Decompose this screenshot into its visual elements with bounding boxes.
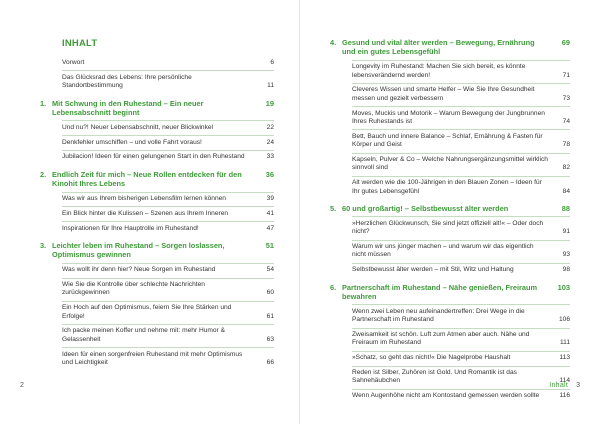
toc-entry <box>352 153 570 173</box>
toc-entry-title: Ein Hoch auf den Optimismus, feiern Sie Ihre Stärken und Erfolge! <box>62 304 232 320</box>
toc-entry-title: Denkfehler umschiffen – und volle Fahrt voraus! <box>62 138 202 146</box>
chapter-number: 6. <box>330 282 337 292</box>
toc-entry-page: 91 <box>562 228 570 236</box>
toc-entry-title: Kapseln, Pulver & Co – Welche Nahrungsergänzungsmittel wirklich sinnvoll sind <box>352 156 548 172</box>
toc-entry-title: Ich packe meinen Koffer und nehme mit: mehr Humor & Gelassenheit <box>62 327 225 343</box>
toc-entry-title: Cleveres Wissen und smarte Helfer – Wie Sie Ihre Gesundheit messen und gezielt verbessern <box>352 86 535 102</box>
toc-entry <box>352 263 570 275</box>
toc-entry <box>62 324 274 344</box>
chapter-title: Partnerschaft im Ruhestand – Nähe genießen, Freiraum bewahren <box>342 282 538 302</box>
toc-entry <box>352 216 570 236</box>
toc-entry-title: Jubilacion! Ideen für einen gelungenen Start in den Ruhestand <box>62 153 245 161</box>
toc-entry-page: 33 <box>266 153 274 161</box>
toc-entry <box>352 176 570 196</box>
toc-entry-title: Alt werden wie die 100-Jährigen in den Blauen Zonen – Ideen für Ihr gutes Lebensgefühl <box>352 179 542 195</box>
toc-entry-title: Zweisamkeit ist schön. Luft zum Atmen aber auch. Nähe und Freiraum im Ruhestand <box>352 331 530 347</box>
toc-entry-page: 61 <box>266 312 274 320</box>
page-number-right: 3 <box>576 382 580 389</box>
toc-entry <box>62 192 274 204</box>
chapter-number: 5. <box>330 204 337 214</box>
toc-entry-title: »Schatz, so geht das nicht!« Die Nagelprobe Haushalt <box>352 354 511 362</box>
toc-entry <box>352 60 570 80</box>
toc-entry-page: 47 <box>266 224 274 232</box>
toc-entry-page: 71 <box>562 71 570 79</box>
toc-entry <box>352 328 570 348</box>
chapter-title: Mit Schwung in den Ruhestand – Ein neuer Lebensabschnitt beginnt <box>52 98 204 118</box>
page-footer-right <box>549 382 580 389</box>
chapter-number: 1. <box>40 98 47 108</box>
chapter-heading <box>40 99 274 118</box>
chapter-title: 60 und großartig! – Selbstbewusst älter werden <box>342 204 509 214</box>
toc-entry-page: 60 <box>266 289 274 297</box>
toc-entry-page: 111 <box>559 339 570 347</box>
chapter-heading <box>330 38 570 57</box>
chapter-title: Leichter leben im Ruhestand – Sorgen loslassen, Optimismus gewinnen <box>52 241 225 260</box>
toc-entry <box>62 301 274 321</box>
toc-entry-page: 63 <box>266 335 274 343</box>
toc-entry-title: Und nu?! Neuer Lebensabschnitt, neuer Blickwinkel <box>62 123 214 131</box>
chapter-page: 103 <box>557 282 570 292</box>
toc-left-column <box>40 57 274 370</box>
chapter-number: 2. <box>40 169 47 179</box>
toc-entry <box>352 366 570 386</box>
toc-entry-title: Was wir aus Ihrem bisherigen Lebensfilm lernen können <box>62 195 226 203</box>
toc-entry-title: Ein Blick hinter die Kulissen – Szenen aus Ihrem Inneren <box>62 209 229 217</box>
toc-entry <box>352 240 570 260</box>
toc-entry-title: Wenn zwei Leben neu aufeinandertreffen: Drei Wege in die Partnerschaft im Ruhestand <box>352 307 525 324</box>
chapter-page: 88 <box>561 204 570 214</box>
toc-entry-title: Warum wir uns jünger machen – und warum wir das eigentlich nicht müssen <box>352 243 534 259</box>
page-number-left: 2 <box>20 382 24 389</box>
chapter-title: Gesund und vital älter werden – Bewegung, Ernährung und ein gutes Lebensgefühl <box>342 38 535 57</box>
toc-entry-title: Wenn Augenhöhe nicht am Kontostand gemessen werden sollte <box>352 392 540 400</box>
toc-entry-page: 78 <box>562 141 570 149</box>
toc-entry-page: 84 <box>562 187 570 195</box>
toc-entry <box>62 263 274 275</box>
toc-entry-page: 11 <box>267 82 274 90</box>
toc-entry-title: Das Glücksrad des Lebens: Ihre persönliche Standortbestimmung <box>62 73 192 90</box>
toc-entry <box>352 351 570 363</box>
toc-entry <box>352 129 570 149</box>
toc-entry <box>62 278 274 298</box>
toc-entry-page: 116 <box>559 392 570 400</box>
chapter-page: 19 <box>265 98 274 108</box>
chapter-page: 36 <box>265 169 274 179</box>
toc-entry-page: 54 <box>266 266 274 274</box>
toc-heading: INHALT <box>62 38 98 49</box>
toc-entry <box>62 150 274 162</box>
toc-entry-title: Longevity im Ruhestand: Machen Sie sich bereit, es könnte lebensverändernd werden! <box>352 63 526 79</box>
toc-entry <box>62 206 274 218</box>
chapter-number: 4. <box>330 38 337 47</box>
toc-entry <box>62 120 274 132</box>
toc-entry <box>352 389 570 401</box>
toc-entry-page: 22 <box>266 123 274 131</box>
toc-entry <box>62 59 274 67</box>
toc-entry-page: 98 <box>562 266 570 274</box>
toc-right-column <box>330 38 570 404</box>
toc-entry-page: 73 <box>562 94 570 102</box>
toc-entry-page: 74 <box>562 118 570 126</box>
chapter-heading <box>40 170 274 189</box>
toc-entry <box>62 221 274 233</box>
toc-entry-page: 39 <box>266 195 274 203</box>
toc-entry-title: Vorwort <box>62 59 85 66</box>
toc-entry <box>352 106 570 126</box>
toc-entry-title: Reden ist Silber, Zuhören ist Gold. Und Romantik ist das Sahnehäubchen <box>352 369 517 385</box>
chapter-title: Endlich Zeit für mich – Neue Rollen entdecken für den Kinohit Ihres Lebens <box>52 169 242 189</box>
toc-entry-title: Bett, Bauch und innere Balance – Schlaf, Ernährung & Fasten für Körper und Geist <box>352 132 543 149</box>
chapter-number: 3. <box>40 241 47 251</box>
toc-entry-title: »Herzlichen Glückwunsch, Sie sind jetzt offiziell alt!« – Oder doch nicht? <box>352 219 544 236</box>
toc-entry-title: Selbstbewusst älter werden – mit Stil, Witz und Haltung <box>352 266 514 274</box>
toc-entry-page: 106 <box>558 316 570 324</box>
toc-entry-page: 6 <box>270 59 274 66</box>
toc-entry <box>62 70 274 90</box>
toc-entry-title: Ideen für einen sorgenfreien Ruhestand mit mehr Optimismus und Leichtigkeit <box>62 350 243 367</box>
chapter-page: 51 <box>265 241 274 251</box>
toc-entry <box>62 347 274 367</box>
toc-entry-page: 82 <box>562 164 570 172</box>
toc-entry-title: Wie Sie die Kontrolle über schlechte Nachrichten zurückgewinnen <box>62 281 205 297</box>
toc-entry-page: 41 <box>266 209 274 217</box>
toc-entry-page: 113 <box>559 354 570 362</box>
right-page <box>300 0 600 424</box>
toc-entry-page: 93 <box>562 251 570 259</box>
toc-entry-title: Inspirationen für Ihre Hauptrolle im Ruhestand! <box>62 224 199 232</box>
toc-entry-page: 24 <box>266 138 274 146</box>
running-footer-label: Inhalt <box>549 382 569 389</box>
chapter-page: 69 <box>561 38 570 47</box>
toc-entry-title: Was wollt ihr denn hier? Neue Sorgen im Ruhestand <box>62 266 216 274</box>
chapter-heading <box>40 241 274 260</box>
chapter-heading <box>330 283 570 302</box>
chapter-heading <box>330 204 570 213</box>
toc-entry <box>352 83 570 103</box>
toc-entry-page: 114 <box>559 377 570 385</box>
toc-entry-page: 66 <box>266 359 274 367</box>
toc-entry-title: Moves, Muckis und Motorik – Warum Bewegung der Jungbrunnen Ihres Ruhestands ist <box>352 109 545 126</box>
toc-entry <box>352 304 570 324</box>
toc-entry <box>62 135 274 147</box>
